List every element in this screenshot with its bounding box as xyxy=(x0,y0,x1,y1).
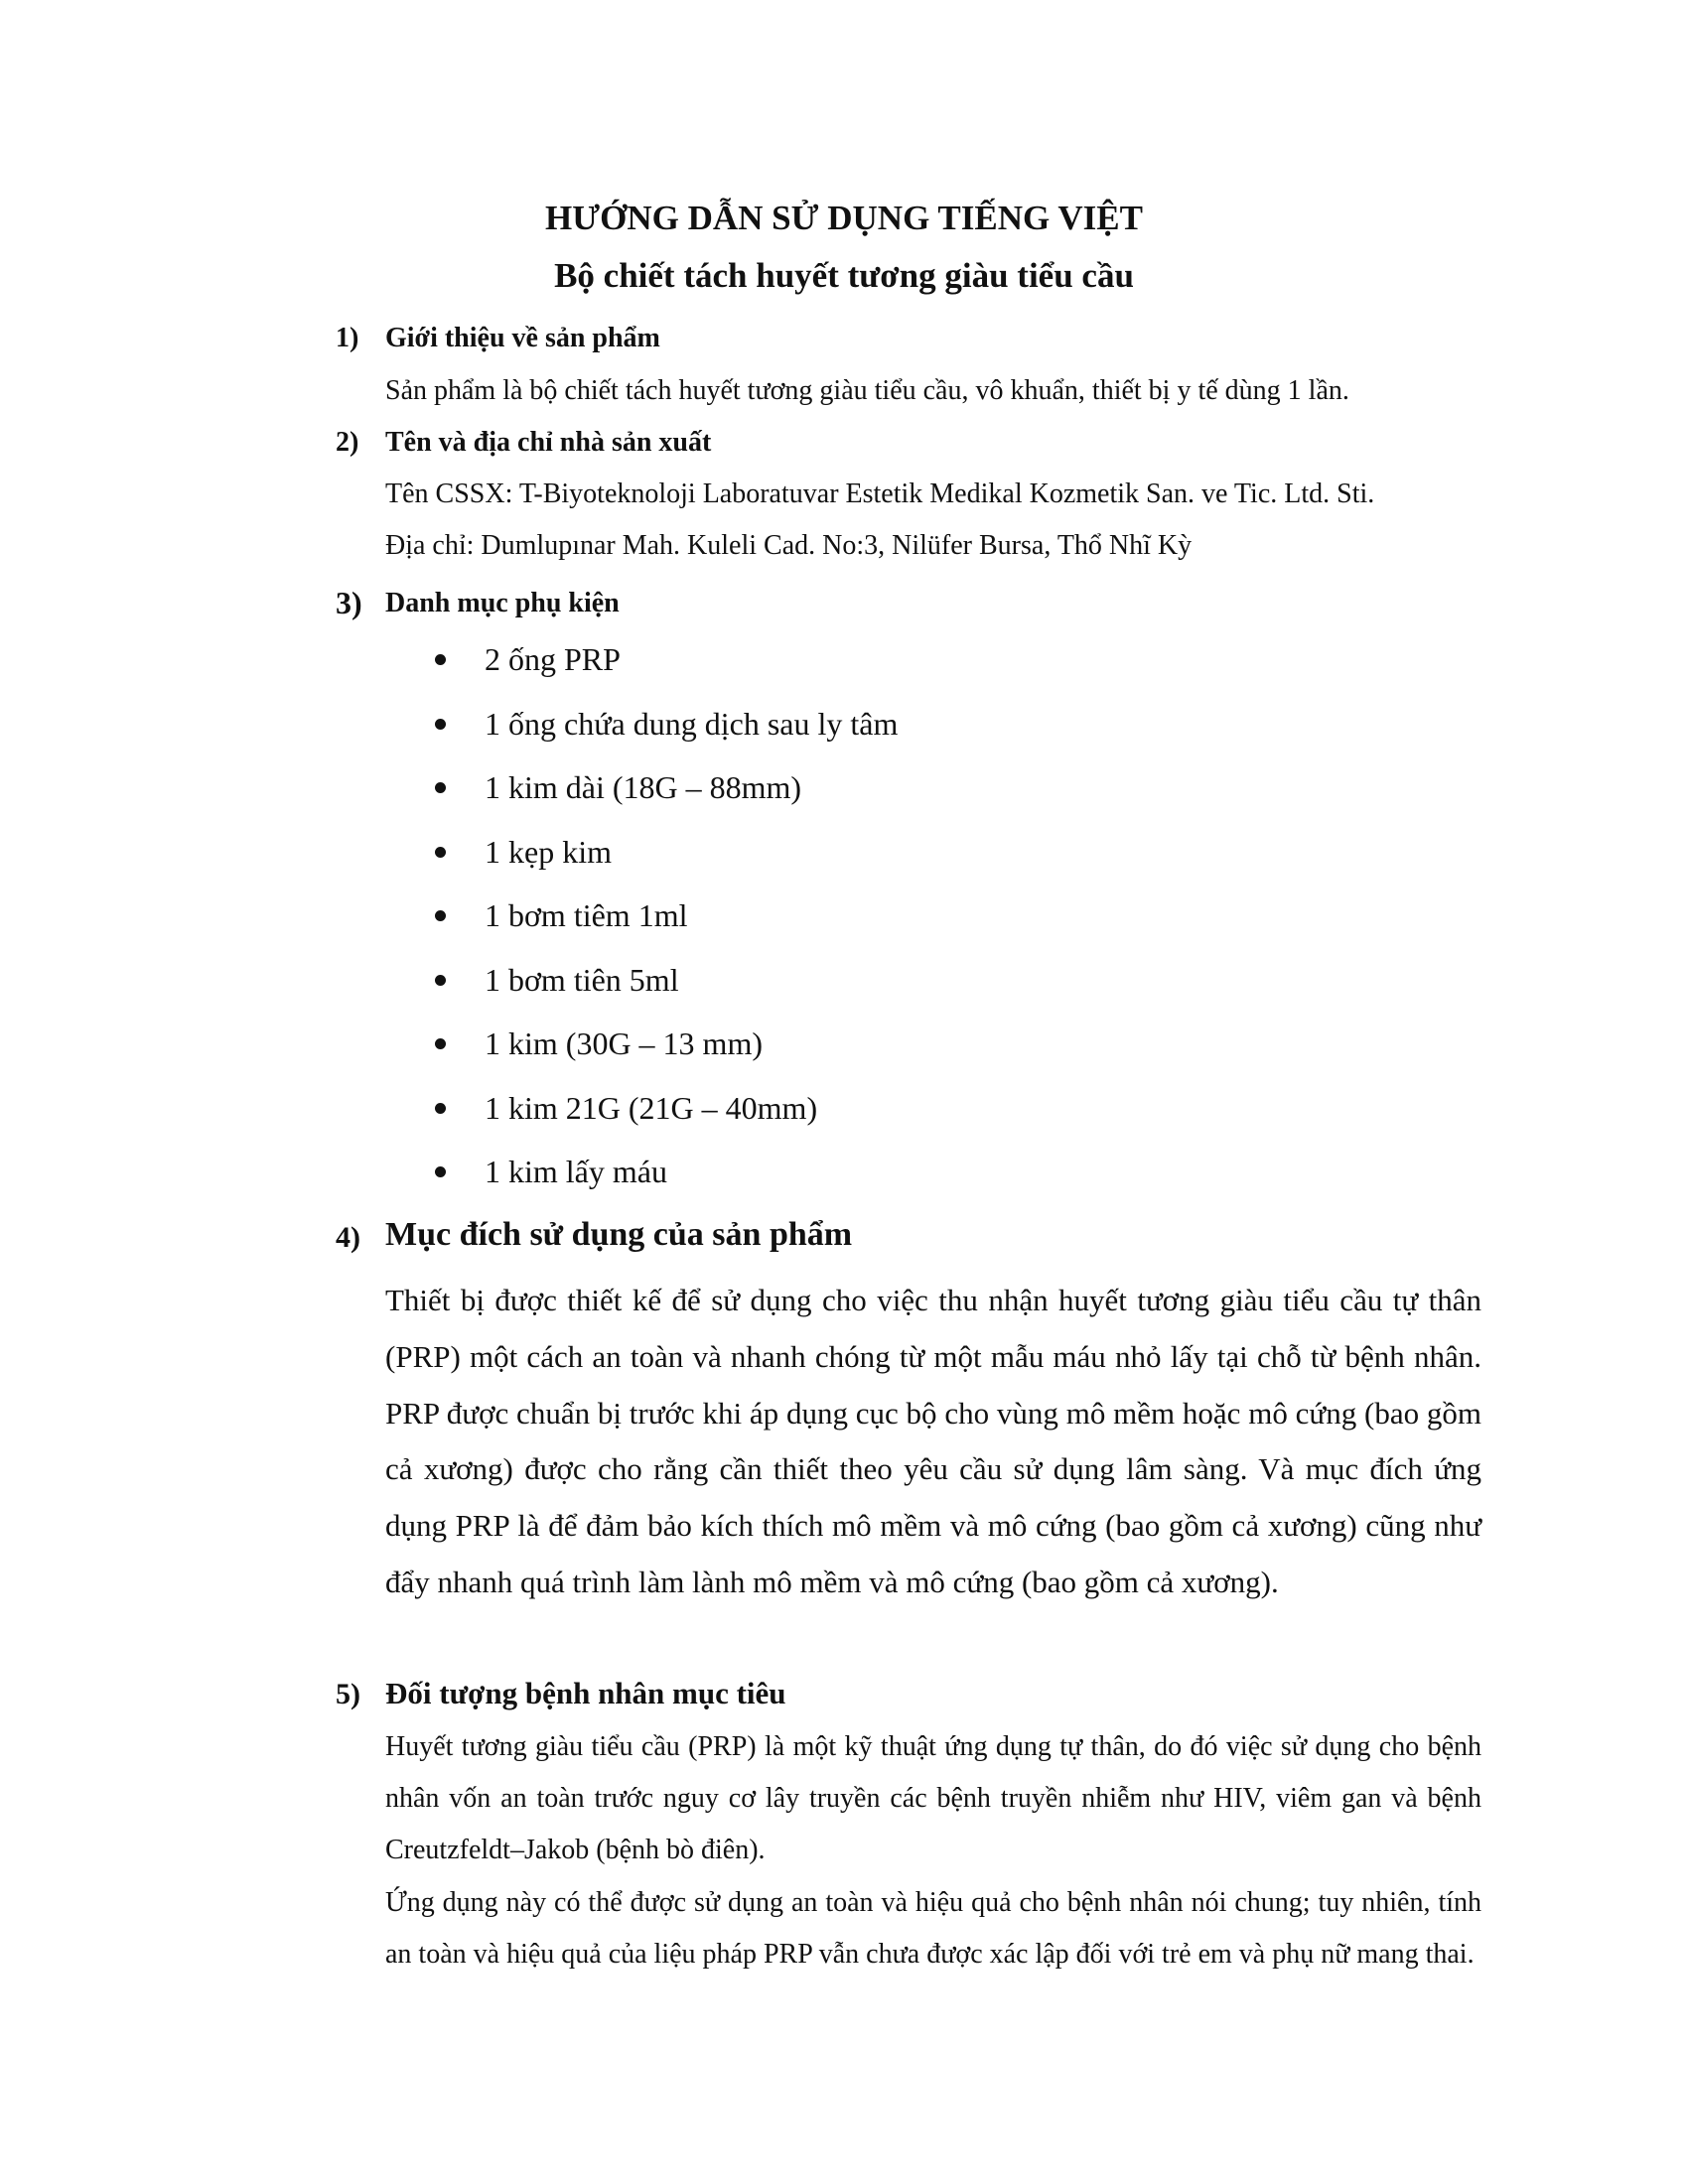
bullet-icon xyxy=(435,1103,446,1114)
bullet-icon xyxy=(435,975,446,986)
section-2-heading: Tên và địa chỉ nhà sản xuất xyxy=(385,427,712,458)
accessory-item-label: 1 bơm tiên 5ml xyxy=(485,961,679,998)
bullet-icon xyxy=(435,782,446,793)
bullet-icon xyxy=(435,1038,446,1049)
section-4-number: 4) xyxy=(336,1221,360,1254)
document-subtitle: Bộ chiết tách huyết tương giàu tiểu cầu xyxy=(554,256,1134,295)
target-patient-paragraph-1: Huyết tương giàu tiểu cầu (PRP) là một kỹ thuật ứng dụng tự thân, do đó việc sử dụng cho bệnh nhân vốn an toàn trước nguy cơ lây truyền các bệnh truyền nhiễm như HIV, viêm gan và bệnh Creutzfeldt–Jakob (bệnh bò điên). xyxy=(385,1731,1481,1865)
section-4-heading: Mục đích sử dụng của sản phẩm xyxy=(385,1216,853,1253)
accessory-item-label: 1 kim dài (18G – 88mm) xyxy=(485,769,802,805)
section-1-heading: Giới thiệu về sản phẩm xyxy=(385,323,660,353)
bullet-icon xyxy=(435,1166,446,1177)
bullet-icon xyxy=(435,654,446,665)
accessory-item-label: 1 kẹp kim xyxy=(485,833,612,870)
accessory-item-label: 2 ống PRP xyxy=(485,641,621,677)
document-title: HƯỚNG DẪN SỬ DỤNG TIẾNG VIỆT xyxy=(545,199,1143,237)
accessory-item-label: 1 kim 21G (21G – 40mm) xyxy=(485,1089,818,1126)
section-3-heading: Danh mục phụ kiện xyxy=(385,588,620,618)
section-2-number: 2) xyxy=(336,427,359,458)
section-1-text: Sản phẩm là bộ chiết tách huyết tương giàu tiểu cầu, vô khuẩn, thiết bị y tế dùng 1 lần. xyxy=(385,375,1349,406)
accessory-item-label: 1 kim lấy máu xyxy=(485,1154,667,1189)
bullet-icon xyxy=(435,719,446,730)
accessory-item-label: 1 kim (30G – 13 mm) xyxy=(485,1025,763,1061)
target-patient-paragraph-2: Ứng dụng này có thể được sử dụng an toàn và hiệu quả cho bệnh nhân nói chung; tuy nhiên, tính an toàn và hiệu quả của liệu pháp PRP vẫn chưa được xác lập đối với trẻ em và phụ nữ mang thai. xyxy=(385,1887,1481,1970)
section-5-heading: Đối tượng bệnh nhân mục tiêu xyxy=(385,1676,786,1710)
accessory-item-label: 1 ống chứa dung dịch sau ly tâm xyxy=(485,705,899,742)
section-5-number: 5) xyxy=(336,1678,360,1710)
purpose-paragraph: Thiết bị được thiết kế để sử dụng cho việc thu nhận huyết tương giàu tiểu cầu tự thân (PRP) một cách an toàn và nhanh chóng từ một mẫu máu nhỏ lấy tại chỗ từ bệnh nhân. PRP được chuẩn bị trước khi áp dụng cục bộ cho vùng mô mềm hoặc mô cứng (bao gồm cả xương) được cho rằng cần thiết theo yêu cầu sử dụng lâm sàng. Và mục đích ứng dụng PRP là để đảm bảo kích thích mô mềm và mô cứng (bao gồm cả xương) cũng như đẩy nhanh quá trình làm lành mô mềm và mô cứng (bao gồm cả xương). xyxy=(385,1283,1481,1599)
section-1-number: 1) xyxy=(336,323,359,353)
manufacturer-name-line: Tên CSSX: T-Biyoteknoloji Laboratuvar Estetik Medikal Kozmetik San. ve Tic. Ltd. Sti. xyxy=(385,478,1375,509)
section-3-number: 3) xyxy=(336,585,362,620)
bullet-icon xyxy=(435,847,446,858)
accessory-item-label: 1 bơm tiêm 1ml xyxy=(485,897,688,933)
manufacturer-address-line: Địa chỉ: Dumlupınar Mah. Kuleli Cad. No:3, Nilüfer Bursa, Thổ Nhĩ Kỳ xyxy=(385,530,1193,561)
bullet-icon xyxy=(435,910,446,921)
